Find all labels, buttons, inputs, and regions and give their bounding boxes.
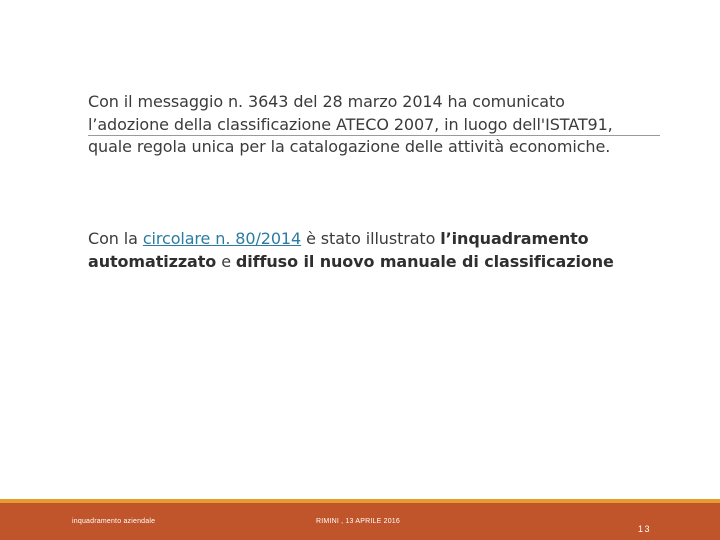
para2-conj: e [216, 251, 236, 271]
paragraph-circolare [88, 228, 648, 273]
paragraph-ateco-adoption: Con il messaggio n. 3643 del 28 marzo 2014 ha comunicato l’adozione della classificazione ATECO 2007, in luogo dell'ISTAT91, quale regola unica per la catalogazione delle attività economiche. [88, 92, 613, 156]
para2-bold-manuale: diffuso il nuovo manuale di classificazione [235, 251, 614, 271]
footer-bar [0, 503, 720, 540]
para2-prefix: Con la [88, 229, 143, 248]
circolare-link[interactable]: circolare n. 80/2014 [142, 229, 302, 248]
para2-middle: è stato illustrato [301, 229, 441, 248]
page-number: 13 [638, 524, 652, 534]
footer-topic: inquadramento aziendale [72, 518, 156, 525]
para2-bold-inquadramento: l’inquadramento automatizzato [88, 229, 589, 271]
footer-date-location: RIMINI , 13 APRILE 2016 [316, 518, 400, 525]
horizontal-rule [88, 135, 660, 136]
